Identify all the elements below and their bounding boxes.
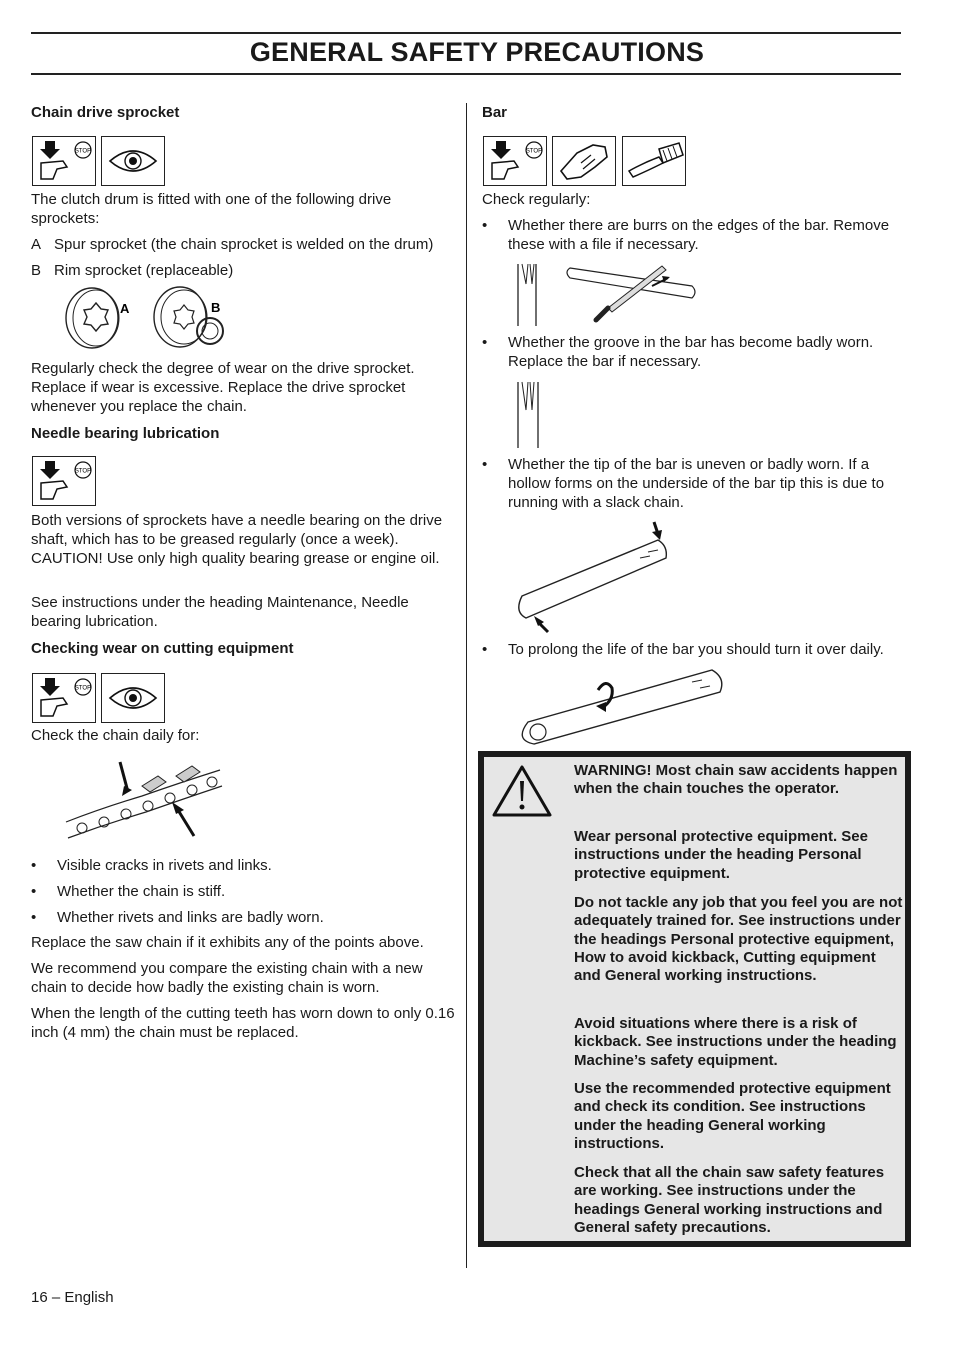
length-text: When the length of the cutting teeth has worn down to only 0.16 inch (4 mm) the chain must be replaced. [31, 1005, 455, 1041]
warning-paragraph: Do not tackle any job that you feel you are not adequately trained for. See instructions under the headings Personal protective equipment, How to avoid kickback, Cutting equipment and General working instructions. [574, 894, 903, 985]
checking-heading: Checking wear on cutting equipment [31, 640, 294, 657]
needle-text: Both versions of sprockets have a needle bearing on the drive shaft, which has to be greased regularly (once a week). CAUTION! Use only high quality bearing grease or engine oil. [31, 512, 443, 567]
warning-box [478, 751, 911, 1247]
brush-icon [622, 136, 686, 186]
svg-text:STOP: STOP [74, 468, 92, 475]
recommend-text: We recommend you compare the existing chain with a new chain to decide how badly the existing chain is worn. [31, 960, 423, 996]
bar-bullet-text: To prolong the life of the bar you should turn it over daily. [508, 641, 884, 658]
bullet-dot: • [482, 334, 488, 351]
warning-box-inner [484, 757, 905, 1241]
chain-drive-heading: Chain drive sprocket [31, 104, 180, 121]
top-rule [31, 32, 901, 34]
column-divider [466, 103, 467, 1268]
bar-tip-illustration [508, 518, 674, 636]
option-b-letter: B [31, 262, 42, 279]
figure-label-b: B [211, 300, 221, 315]
option-b [31, 261, 451, 280]
option-a [31, 235, 461, 254]
warning-paragraph: Avoid situations where there is a risk of kickback. See instructions under the heading Machine’s safety equipment. [574, 1015, 897, 1069]
inspect-eye-icon [101, 136, 165, 186]
bullet-dot: • [482, 217, 488, 234]
bar-groove-illustration [512, 380, 546, 450]
title-underline [31, 73, 901, 75]
chain-bullet-text: Whether rivets and links are badly worn. [57, 909, 324, 926]
check-regularly-text: Check regularly: [482, 191, 591, 208]
bullet-dot: • [31, 857, 37, 874]
needle-see-text: See instructions under the heading Maintenance, Needle bearing lubrication. [31, 594, 409, 630]
bar-heading: Bar [482, 104, 508, 121]
option-a-letter: A [31, 236, 42, 253]
warning-paragraph: Check that all the chain saw safety features are working. See instructions under the headings General working instructions and General safety precautions. [574, 1164, 885, 1236]
maintenance-stop-icon-3 [32, 673, 96, 723]
bullet-dot: • [482, 456, 488, 473]
check-daily-text: Check the chain daily for: [31, 727, 200, 744]
clutch-text: The clutch drum is fitted with one of the following drive sprockets: [31, 191, 392, 227]
page-title: GENERAL SAFETY PRECAUTIONS [249, 37, 705, 67]
bar-bullet-text: Whether there are burrs on the edges of the bar. Remove these with a file if necessary. [508, 217, 890, 253]
bar-bullet-text: Whether the tip of the bar is uneven or badly worn. If a hollow forms on the underside of the bar tip this is due to running with a slack chain. [508, 456, 885, 511]
maintenance-stop-icon-4 [483, 136, 547, 186]
chain-bullet-text: Visible cracks in rivets and links. [57, 857, 272, 874]
sprocket-wear-text: Regularly check the degree of wear on the drive sprocket. Replace if wear is excessive. Replace the drive sprocket whenever you replace the chain. [31, 360, 415, 415]
option-b-text: Rim sprocket (replaceable) [54, 262, 234, 279]
option-a-text: Spur sprocket (the chain sprocket is welded on the drum) [54, 236, 434, 253]
svg-text:STOP: STOP [74, 148, 92, 155]
chain-illustration [62, 752, 227, 850]
maintenance-stop-icon-2 [32, 456, 96, 506]
inspect-eye-icon-2 [101, 673, 165, 723]
bullet-dot: • [482, 641, 488, 658]
warning-paragraph: Use the recommended protective equipment and check its condition. See instructions under the heading General working instructions. [574, 1080, 891, 1152]
bar-turn-illustration [512, 666, 727, 748]
page-number: 16 – English [31, 1289, 114, 1306]
bar-file-illustration [512, 262, 702, 330]
bullet-dot: • [31, 883, 37, 900]
warning-paragraph: WARNING! Most chain saw accidents happen when the chain touches the operator. [574, 762, 898, 798]
sprocket-illustration [60, 285, 230, 351]
svg-text:STOP: STOP [525, 148, 543, 155]
chain-bullet-text: Whether the chain is stiff. [57, 883, 226, 900]
figure-label-a: A [120, 301, 130, 316]
maintenance-stop-icon [32, 136, 96, 186]
svg-text:STOP: STOP [74, 685, 92, 692]
bullet-dot: • [31, 909, 37, 926]
replace-text: Replace the saw chain if it exhibits any of the points above. [31, 934, 424, 951]
warning-triangle-icon [490, 763, 554, 819]
bar-bullet-text: Whether the groove in the bar has become badly worn. Replace the bar if necessary. [508, 334, 874, 370]
glove-icon [552, 136, 616, 186]
needle-heading: Needle bearing lubrication [31, 425, 220, 442]
warning-paragraph: Wear personal protective equipment. See instructions under the heading Personal protective equipment. [574, 828, 868, 882]
